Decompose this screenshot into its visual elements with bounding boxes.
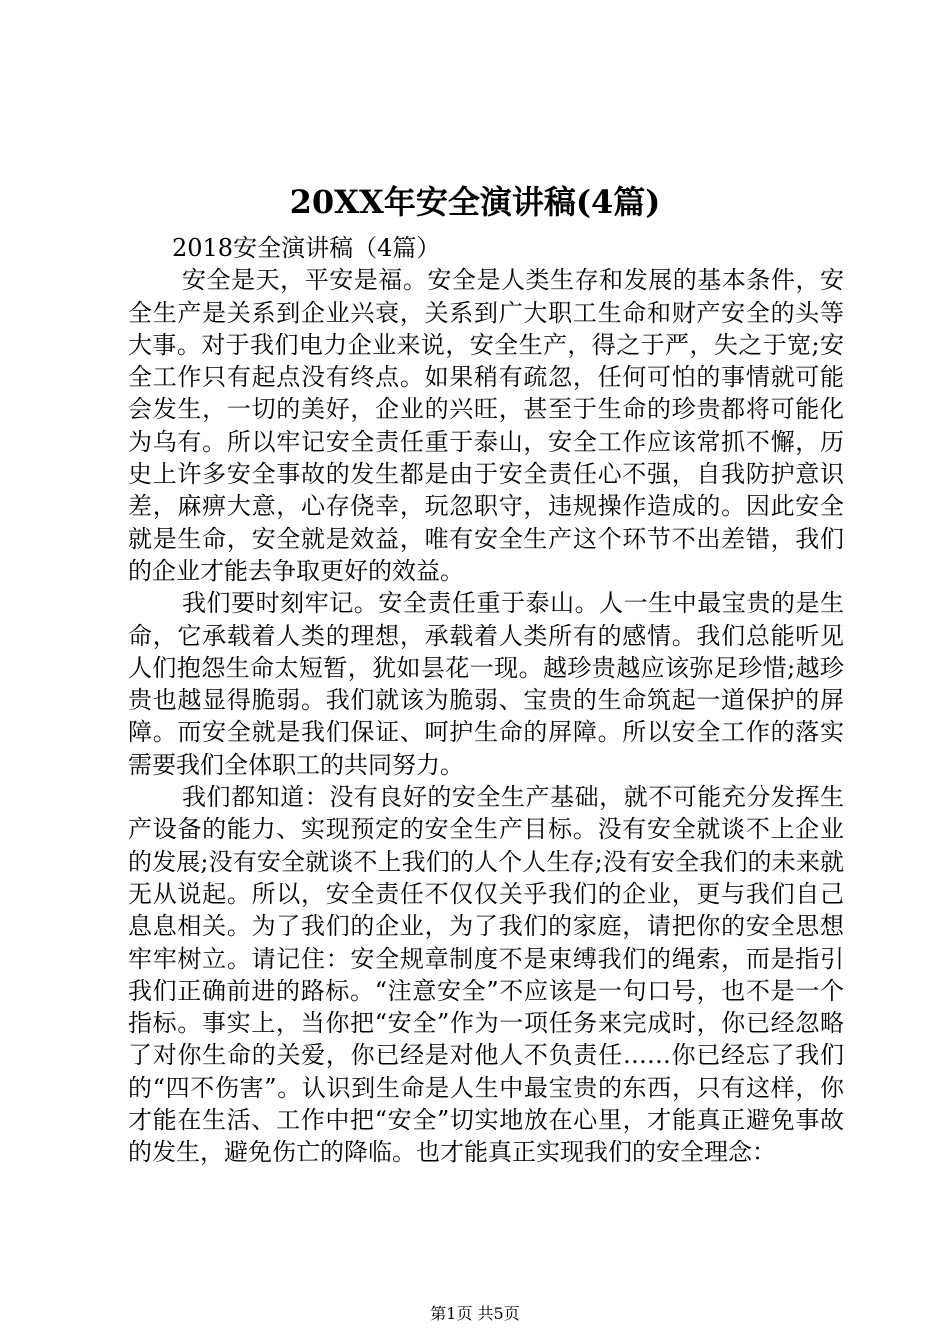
paragraph-2: 我们要时刻牢记。安全责任重于泰山。人一生中最宝贵的是生命，它承载着人类的理想，承载着人类所有的感情。我们总能听见人们抱怨生命太短暂，犹如昙花一现。越珍贵越应该弥足珍惜;越珍贵也越显得脆弱。我们就该为脆弱、宝贵的生命筑起一道保护的屏障。而安全就是我们保证、呵护生命的屏障。所以安全工作的落实需要我们全体职工的共同努力。 xyxy=(128,589,844,779)
document-body xyxy=(128,232,844,1169)
document-title: 20XX年安全演讲稿(4篇) xyxy=(289,183,661,221)
paragraph-1: 安全是天，平安是福。安全是人类生存和发展的基本条件，安全生产是关系到企业兴衰，关系到广大职工生命和财产安全的头等大事。对于我们电力企业来说，安全生产，得之于严，失之于宽;安全工作只有起点没有终点。如果稍有疏忽，任何可怕的事情就可能会发生，一切的美好，企业的兴旺，甚至于生命的珍贵都将可能化为乌有。所以牢记安全责任重于泰山，安全工作应该常抓不懈，历史上许多安全事故的发生都是由于安全责任心不强，自我防护意识差，麻痹大意，心存侥幸，玩忽职守，违规操作造成的。因此安全就是生命，安全就是效益，唯有安全生产这个环节不出差错，我们的企业才能去争取更好的效益。 xyxy=(128,266,844,585)
page-footer: 第1页 共5页 xyxy=(430,1304,520,1323)
paragraph-3: 我们都知道：没有良好的安全生产基础，就不可能充分发挥生产设备的能力、实现预定的安全生产目标。没有安全就谈不上企业的发展;没有安全就谈不上我们的人个人生存;没有安全我们的未来就无从说起。所以，安全责任不仅仅关乎我们的企业，更与我们自己息息相关。为了我们的企业，为了我们的家庭，请把你的安全思想牢牢树立。请记住：安全规章制度不是束缚我们的绳索，而是指引我们正确前进的路标。“注意安全”不应该是一句口号，也不是一个指标。事实上，当你把“安全”作为一项任务来完成时，你已经忽略了对你生命的关爱，你已经是对他人不负责任……你已经忘了我们的“四不伤害”。认识到生命是人生中最宝贵的东西，只有这样，你才能在生活、工作中把“安全”切实地放在心里，才能真正避免事故的发生，避免伤亡的降临。也才能真正实现我们的安全理念： xyxy=(128,783,844,1167)
document-subtitle: 2018安全演讲稿（4篇） xyxy=(172,234,441,262)
